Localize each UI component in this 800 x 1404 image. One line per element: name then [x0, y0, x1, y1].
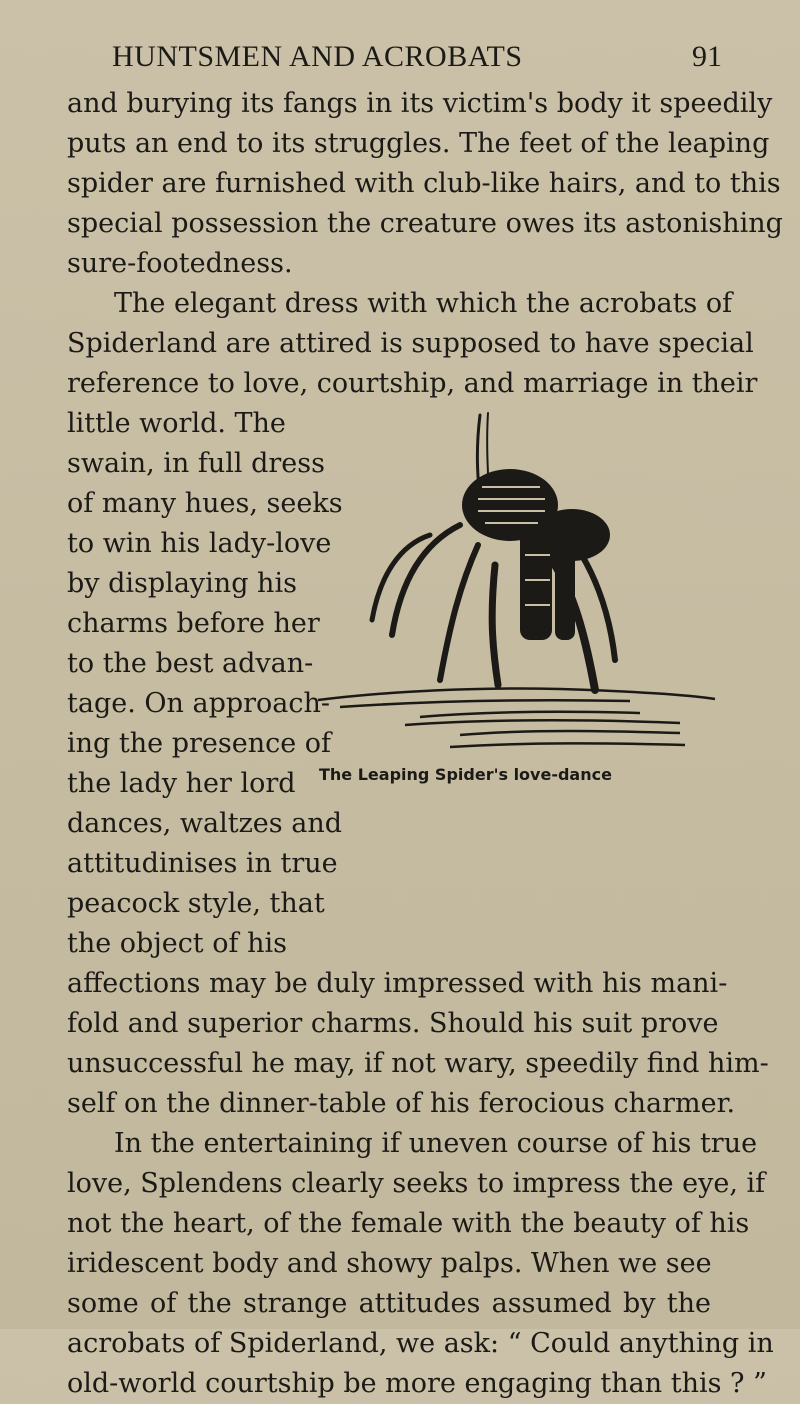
text-line: ing the presence of: [67, 728, 332, 759]
text-line: attitudinises in true: [67, 848, 338, 879]
text-line: peacock style, that: [67, 888, 325, 919]
running-title: HUNTSMEN AND ACROBATS: [112, 40, 523, 73]
text-line: to win his lady-love: [67, 528, 332, 559]
text-line: the lady her lord: [67, 768, 296, 799]
text-line: self on the dinner-table of his ferocious charmer.: [67, 1088, 736, 1119]
leaping-spider-illustration: [310, 395, 720, 755]
ground-lines: [318, 688, 715, 747]
text-line: love, Splendens clearly seeks to impress the eye, if: [67, 1168, 766, 1199]
page-header: [110, 40, 722, 80]
text-line: iridescent body and showy palps. When we see: [67, 1248, 712, 1279]
text-line: sure-footedness.: [67, 248, 293, 279]
text-line: to the best advan-: [67, 648, 314, 679]
text-line: of many hues, seeks: [67, 488, 343, 519]
text-line: dances, waltzes and: [67, 808, 342, 839]
text-line: not the heart, of the female with the beauty of his: [67, 1208, 750, 1239]
text-line: some of the strange attitudes assumed by the: [67, 1288, 711, 1319]
text-line: tage. On approach-: [67, 688, 331, 719]
text-line: special possession the creature owes its astonishing: [67, 208, 783, 239]
text-line: by displaying his: [67, 568, 297, 599]
figure-caption: The Leaping Spider's love-dance: [319, 765, 612, 784]
text-line: swain, in full dress: [67, 448, 325, 479]
text-line: reference to love, courtship, and marriage in their: [67, 368, 758, 399]
text-line: the object of his: [67, 928, 287, 959]
text-line: unsuccessful he may, if not wary, speedily find him-: [67, 1048, 769, 1079]
text-line: fold and superior charms. Should his suit prove: [67, 1008, 719, 1039]
text-line: little world. The: [67, 408, 286, 439]
text-line: affections may be duly impressed with his mani-: [67, 968, 728, 999]
text-line: spider are furnished with club-like hairs, and to this: [67, 168, 781, 199]
text-line: Spiderland are attired is supposed to have special: [67, 328, 754, 359]
text-line: In the entertaining if uneven course of his true: [114, 1128, 758, 1159]
text-line: charms before her: [67, 608, 320, 639]
text-line: old-world courtship be more engaging than this ? ”: [67, 1368, 767, 1399]
text-line: The elegant dress with which the acrobats of: [114, 288, 733, 319]
text-line: puts an end to its struggles. The feet of the leaping: [67, 128, 770, 159]
page-number: 91: [692, 40, 722, 73]
text-line: and burying its fangs in its victim's body it speedily: [67, 88, 773, 119]
text-line: acrobats of Spiderland, we ask: “ Could anything in: [67, 1328, 774, 1359]
